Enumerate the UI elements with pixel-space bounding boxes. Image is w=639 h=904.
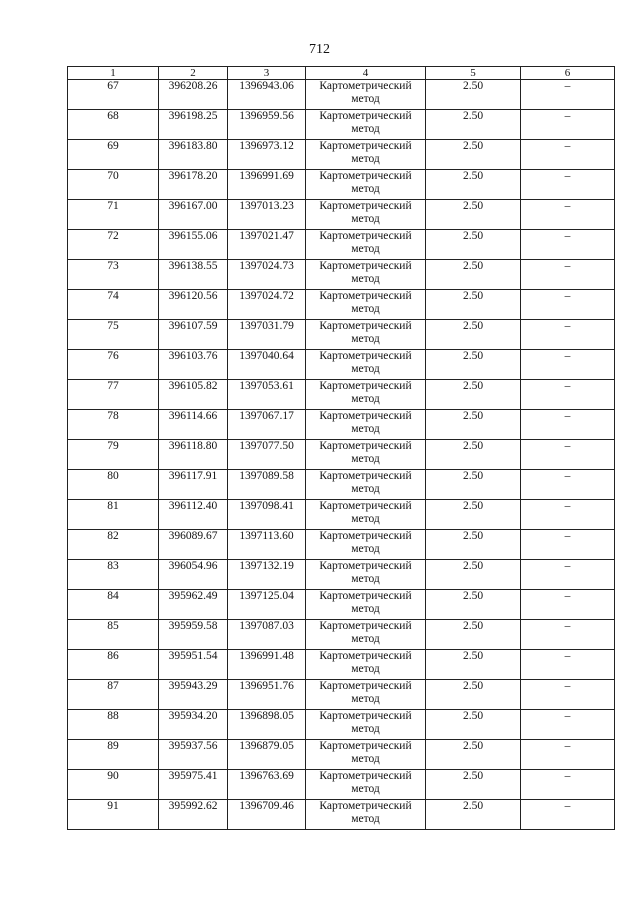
table-row (68, 230, 615, 260)
method-line-2: метод (351, 453, 380, 465)
column-6-value: – (521, 800, 615, 830)
table-row (68, 200, 615, 230)
accuracy-value: 2.50 (426, 320, 521, 350)
coordinate-y: 1397040.64 (228, 350, 306, 380)
method-line-2: метод (351, 753, 380, 765)
coordinate-x: 395943.29 (159, 680, 228, 710)
method-cell (306, 500, 426, 530)
method-line-1: Картометрический (319, 80, 412, 92)
point-number: 72 (68, 230, 159, 260)
method-line-1: Картометрический (319, 650, 412, 662)
accuracy-value: 2.50 (426, 530, 521, 560)
method-line-1: Картометрический (319, 320, 412, 332)
coordinate-y: 1397113.60 (228, 530, 306, 560)
table-row (68, 110, 615, 140)
method-line-2: метод (351, 183, 380, 195)
coordinate-y: 1397053.61 (228, 380, 306, 410)
coordinate-x: 396107.59 (159, 320, 228, 350)
table-row (68, 440, 615, 470)
method-line-1: Картометрический (319, 680, 412, 692)
method-cell (306, 740, 426, 770)
method-line-1: Картометрический (319, 200, 412, 212)
method-line-2: метод (351, 573, 380, 585)
method-cell (306, 800, 426, 830)
method-line-1: Картометрический (319, 260, 412, 272)
method-cell (306, 320, 426, 350)
coordinate-x: 395937.56 (159, 740, 228, 770)
method-cell (306, 650, 426, 680)
method-cell (306, 770, 426, 800)
point-number: 79 (68, 440, 159, 470)
accuracy-value: 2.50 (426, 710, 521, 740)
table-row (68, 500, 615, 530)
point-number: 71 (68, 200, 159, 230)
table-row (68, 650, 615, 680)
coordinate-y: 1396959.56 (228, 110, 306, 140)
coordinate-x: 395934.20 (159, 710, 228, 740)
accuracy-value: 2.50 (426, 740, 521, 770)
accuracy-value: 2.50 (426, 590, 521, 620)
accuracy-value: 2.50 (426, 620, 521, 650)
point-number: 68 (68, 110, 159, 140)
method-line-1: Картометрический (319, 170, 412, 182)
accuracy-value: 2.50 (426, 770, 521, 800)
method-line-1: Картометрический (319, 140, 412, 152)
coordinate-y: 1396763.69 (228, 770, 306, 800)
method-cell (306, 200, 426, 230)
table-row (68, 710, 615, 740)
header-row (68, 67, 615, 80)
method-cell (306, 230, 426, 260)
table-row (68, 770, 615, 800)
table-row (68, 260, 615, 290)
accuracy-value: 2.50 (426, 470, 521, 500)
method-line-1: Картометрический (319, 710, 412, 722)
method-line-2: метод (351, 333, 380, 345)
method-line-1: Картометрический (319, 560, 412, 572)
coordinate-y: 1396943.06 (228, 80, 306, 110)
accuracy-value: 2.50 (426, 680, 521, 710)
coordinate-x: 395992.62 (159, 800, 228, 830)
coordinate-x: 396117.91 (159, 470, 228, 500)
point-number: 70 (68, 170, 159, 200)
column-6-value: – (521, 770, 615, 800)
method-cell (306, 380, 426, 410)
column-6-value: – (521, 110, 615, 140)
method-line-1: Картометрический (319, 500, 412, 512)
point-number: 82 (68, 530, 159, 560)
table-row (68, 410, 615, 440)
method-line-1: Картометрический (319, 470, 412, 482)
coordinate-x: 396198.25 (159, 110, 228, 140)
coordinate-y: 1396973.12 (228, 140, 306, 170)
method-line-2: метод (351, 123, 380, 135)
method-cell (306, 410, 426, 440)
method-line-2: метод (351, 543, 380, 555)
accuracy-value: 2.50 (426, 110, 521, 140)
table-row (68, 530, 615, 560)
coordinate-x: 396183.80 (159, 140, 228, 170)
table-row (68, 350, 615, 380)
point-number: 69 (68, 140, 159, 170)
table-row (68, 680, 615, 710)
column-6-value: – (521, 740, 615, 770)
column-header: 1 (68, 67, 159, 80)
point-number: 88 (68, 710, 159, 740)
method-cell (306, 620, 426, 650)
accuracy-value: 2.50 (426, 500, 521, 530)
coordinate-y: 1397067.17 (228, 410, 306, 440)
point-number: 77 (68, 380, 159, 410)
coordinate-x: 396120.56 (159, 290, 228, 320)
table-body (68, 80, 615, 830)
coordinate-y: 1396709.46 (228, 800, 306, 830)
method-cell (306, 680, 426, 710)
table-row (68, 140, 615, 170)
coordinate-y: 1396898.05 (228, 710, 306, 740)
table-row (68, 80, 615, 110)
column-6-value: – (521, 440, 615, 470)
accuracy-value: 2.50 (426, 170, 521, 200)
coordinate-x: 395962.49 (159, 590, 228, 620)
coordinate-y: 1397021.47 (228, 230, 306, 260)
coordinate-y: 1396879.05 (228, 740, 306, 770)
method-cell (306, 170, 426, 200)
accuracy-value: 2.50 (426, 350, 521, 380)
method-line-2: метод (351, 813, 380, 825)
point-number: 75 (68, 320, 159, 350)
table-row (68, 380, 615, 410)
coordinate-x: 395975.41 (159, 770, 228, 800)
coordinate-x: 396178.20 (159, 170, 228, 200)
column-header: 5 (426, 67, 521, 80)
column-6-value: – (521, 590, 615, 620)
coordinate-y: 1397024.73 (228, 260, 306, 290)
coordinate-x: 396167.00 (159, 200, 228, 230)
coordinate-x: 396089.67 (159, 530, 228, 560)
method-line-1: Картометрический (319, 350, 412, 362)
method-line-2: метод (351, 633, 380, 645)
coordinate-y: 1397098.41 (228, 500, 306, 530)
column-6-value: – (521, 380, 615, 410)
method-line-1: Картометрический (319, 770, 412, 782)
method-line-2: метод (351, 393, 380, 405)
method-line-1: Картометрический (319, 230, 412, 242)
method-line-2: метод (351, 483, 380, 495)
column-6-value: – (521, 620, 615, 650)
column-6-value: – (521, 80, 615, 110)
point-number: 80 (68, 470, 159, 500)
accuracy-value: 2.50 (426, 560, 521, 590)
method-line-2: метод (351, 693, 380, 705)
accuracy-value: 2.50 (426, 410, 521, 440)
column-6-value: – (521, 200, 615, 230)
column-header: 2 (159, 67, 228, 80)
column-6-value: – (521, 500, 615, 530)
method-line-2: метод (351, 423, 380, 435)
accuracy-value: 2.50 (426, 650, 521, 680)
table-row (68, 620, 615, 650)
method-cell (306, 260, 426, 290)
page-number: 712 (309, 42, 330, 57)
column-header: 4 (306, 67, 426, 80)
table-row (68, 470, 615, 500)
method-line-1: Картометрический (319, 380, 412, 392)
point-number: 90 (68, 770, 159, 800)
table-row (68, 320, 615, 350)
method-line-1: Картометрический (319, 530, 412, 542)
coordinate-y: 1397132.19 (228, 560, 306, 590)
column-6-value: – (521, 140, 615, 170)
column-6-value: – (521, 650, 615, 680)
coordinate-x: 396114.66 (159, 410, 228, 440)
method-cell (306, 470, 426, 500)
method-cell (306, 590, 426, 620)
method-cell (306, 350, 426, 380)
method-cell (306, 710, 426, 740)
method-cell (306, 290, 426, 320)
coordinate-y: 1397089.58 (228, 470, 306, 500)
column-6-value: – (521, 290, 615, 320)
method-line-2: метод (351, 273, 380, 285)
coordinate-x: 396105.82 (159, 380, 228, 410)
column-header: 3 (228, 67, 306, 80)
accuracy-value: 2.50 (426, 440, 521, 470)
table-row (68, 740, 615, 770)
method-line-1: Картометрический (319, 290, 412, 302)
column-6-value: – (521, 470, 615, 500)
coordinate-x: 396208.26 (159, 80, 228, 110)
column-header: 6 (521, 67, 615, 80)
method-cell (306, 440, 426, 470)
point-number: 83 (68, 560, 159, 590)
point-number: 85 (68, 620, 159, 650)
point-number: 87 (68, 680, 159, 710)
column-6-value: – (521, 170, 615, 200)
coordinate-x: 396112.40 (159, 500, 228, 530)
coordinate-y: 1397125.04 (228, 590, 306, 620)
coordinate-y: 1397031.79 (228, 320, 306, 350)
column-6-value: – (521, 530, 615, 560)
method-cell (306, 530, 426, 560)
column-6-value: – (521, 350, 615, 380)
coordinate-y: 1396991.48 (228, 650, 306, 680)
point-number: 73 (68, 260, 159, 290)
method-line-1: Картометрический (319, 110, 412, 122)
point-number: 78 (68, 410, 159, 440)
method-cell (306, 560, 426, 590)
accuracy-value: 2.50 (426, 200, 521, 230)
method-line-2: метод (351, 603, 380, 615)
table-row (68, 560, 615, 590)
point-number: 81 (68, 500, 159, 530)
coordinates-table (67, 66, 615, 830)
point-number: 89 (68, 740, 159, 770)
method-line-2: метод (351, 513, 380, 525)
coordinate-y: 1397013.23 (228, 200, 306, 230)
accuracy-value: 2.50 (426, 140, 521, 170)
coordinate-y: 1397024.72 (228, 290, 306, 320)
column-6-value: – (521, 560, 615, 590)
method-line-1: Картометрический (319, 440, 412, 452)
coordinate-y: 1396951.76 (228, 680, 306, 710)
coordinate-y: 1397077.50 (228, 440, 306, 470)
method-cell (306, 140, 426, 170)
coordinate-x: 396138.55 (159, 260, 228, 290)
coordinate-x: 395959.58 (159, 620, 228, 650)
column-6-value: – (521, 230, 615, 260)
method-line-2: метод (351, 663, 380, 675)
column-6-value: – (521, 680, 615, 710)
point-number: 86 (68, 650, 159, 680)
point-number: 67 (68, 80, 159, 110)
accuracy-value: 2.50 (426, 230, 521, 260)
column-6-value: – (521, 320, 615, 350)
coordinate-x: 396118.80 (159, 440, 228, 470)
table-row (68, 290, 615, 320)
coordinate-x: 395951.54 (159, 650, 228, 680)
method-line-1: Картометрический (319, 410, 412, 422)
method-line-2: метод (351, 93, 380, 105)
method-line-2: метод (351, 153, 380, 165)
method-cell (306, 110, 426, 140)
point-number: 74 (68, 290, 159, 320)
accuracy-value: 2.50 (426, 380, 521, 410)
accuracy-value: 2.50 (426, 260, 521, 290)
method-line-2: метод (351, 243, 380, 255)
coordinate-x: 396155.06 (159, 230, 228, 260)
accuracy-value: 2.50 (426, 800, 521, 830)
point-number: 76 (68, 350, 159, 380)
coordinate-y: 1397087.03 (228, 620, 306, 650)
method-line-2: метод (351, 783, 380, 795)
method-line-1: Картометрический (319, 740, 412, 752)
coordinate-x: 396054.96 (159, 560, 228, 590)
accuracy-value: 2.50 (426, 80, 521, 110)
accuracy-value: 2.50 (426, 290, 521, 320)
method-line-2: метод (351, 303, 380, 315)
method-line-2: метод (351, 723, 380, 735)
coordinate-y: 1396991.69 (228, 170, 306, 200)
point-number: 84 (68, 590, 159, 620)
column-6-value: – (521, 410, 615, 440)
point-number: 91 (68, 800, 159, 830)
table-row (68, 170, 615, 200)
column-6-value: – (521, 710, 615, 740)
method-line-2: метод (351, 363, 380, 375)
method-cell (306, 80, 426, 110)
method-line-1: Картометрический (319, 590, 412, 602)
column-6-value: – (521, 260, 615, 290)
method-line-2: метод (351, 213, 380, 225)
coordinate-x: 396103.76 (159, 350, 228, 380)
table-row (68, 590, 615, 620)
method-line-1: Картометрический (319, 800, 412, 812)
method-line-1: Картометрический (319, 620, 412, 632)
table-row (68, 800, 615, 830)
